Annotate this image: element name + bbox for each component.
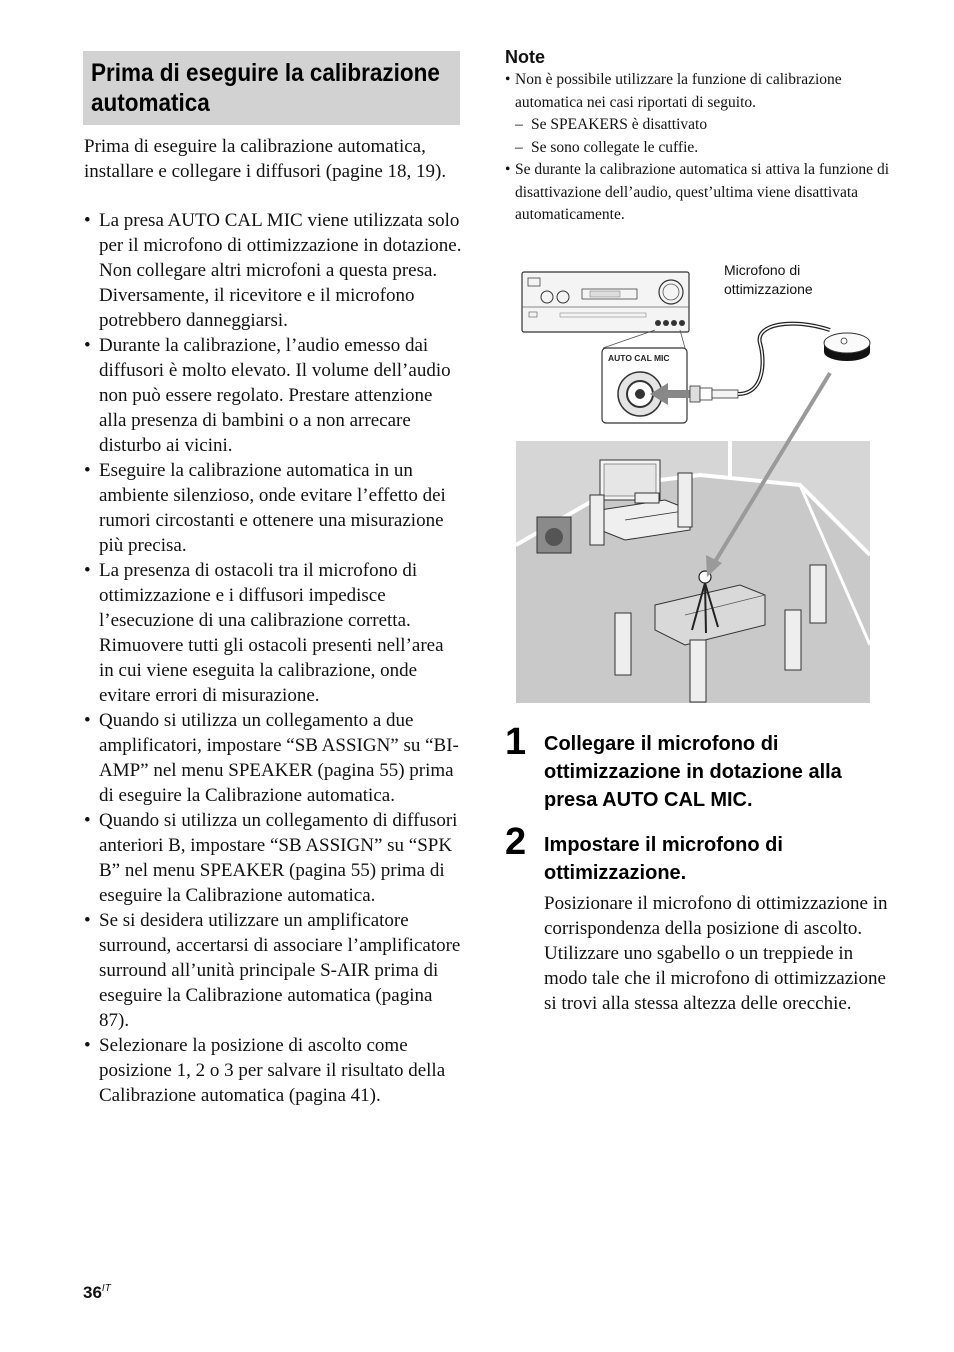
- step-title: Impostare il microfono di ottimizzazione.: [544, 834, 783, 884]
- step-number: 2: [505, 821, 527, 863]
- precautions-list: [84, 208, 462, 1108]
- section-title: Prima di eseguire la calibrazione automatica: [91, 59, 440, 117]
- auto-cal-mic-jack: [602, 348, 687, 423]
- list-item: • Durante la calibrazione, l’audio emesso dai diffusori è molto elevato. Il volume dell’audio non può essere regolato. Prestare attenzione alla presenza di bambini o a non arrecare disturbo ai vicini.: [84, 335, 451, 456]
- note-subitem: – Se sono collegate le cuffie.: [515, 138, 699, 156]
- intro-paragraph: Prima di eseguire la calibrazione automatica, installare e collegare i diffusori (pagine 18, 19).: [84, 136, 447, 182]
- microphone-label: Microfono di ottimizzazione: [724, 262, 813, 297]
- mic-cable: [738, 324, 830, 394]
- list-item: • Quando si utilizza un collegamento di diffusori anteriori B, impostare “SB ASSIGN” su “SPK B” nel menu SPEAKER (pagina 55) prima di eseguire la Calibrazione automatica.: [84, 810, 458, 906]
- list-item: • Eseguire la calibrazione automatica in un ambiente silenzioso, onde evitare l’effetto dei rumori circostanti e ottenere una misurazione più precisa.: [84, 460, 446, 556]
- note-item: • Se durante la calibrazione automatica si attiva la funzione di disattivazione dell’audio, quest’ultima viene disattivata automaticamente.: [505, 161, 889, 223]
- microphone-icon: [824, 333, 870, 361]
- calibration-setup-illustration: [500, 255, 890, 715]
- notes-title: Note: [505, 47, 545, 67]
- list-item: • Se si desidera utilizzare un amplificatore surround, accertarsi di associare l’amplificatore surround all’unità principale S-AIR prima di eseguire la Calibrazione automatica (pagina 87).: [84, 910, 461, 1031]
- jack-label: AUTO CAL MIC: [608, 353, 670, 363]
- list-item: • Quando si utilizza un collegamento a due amplificatori, impostare “SB ASSIGN” su “BI-AMP” nel menu SPEAKER (pagina 55) prima di eseguire la Calibrazione automatica.: [84, 710, 459, 806]
- section-header: [83, 51, 460, 125]
- notes-box: [505, 46, 895, 227]
- note-subitem: – Se SPEAKERS è disattivato: [515, 116, 708, 133]
- listening-room-illustration: [516, 441, 870, 703]
- step-body: Posizionare il microfono di ottimizzazione in corrispondenza della posizione di ascolto. Utilizzare uno sgabello o un treppiede in modo tale che il microfono di ottimizzazione si trovi alla stessa altezza delle orecchie.: [544, 893, 888, 1014]
- list-item: • La presa AUTO CAL MIC viene utilizzata solo per il microfono di ottimizzazione in dotazione. Non collegare altri microfoni a questa presa. Diversamente, il ricevitore e il microfono potrebbero danneggiarsi.: [84, 210, 462, 331]
- receiver-icon: [522, 272, 689, 332]
- list-item: • La presenza di ostacoli tra il microfono di ottimizzazione e i diffusori impedisce l’esecuzione di una calibrazione corretta. Rimuovere tutti gli ostacoli presenti nell’area in cui viene eseguita la calibrazione, onde evitare errori di misurazione.: [84, 560, 444, 706]
- step-number: 1: [505, 721, 527, 763]
- step-title: Collegare il microfono di ottimizzazione in dotazione alla presa AUTO CAL MIC.: [544, 733, 842, 811]
- list-item: • Selezionare la posizione di ascolto come posizione 1, 2 o 3 per salvare il risultato della Calibrazione automatica (pagina 41).: [84, 1035, 446, 1106]
- note-item: • Non è possibile utilizzare la funzione di calibrazione automatica nei casi riportati di seguito.: [505, 71, 842, 111]
- page-number: $36^{IT}$: [83, 1283, 111, 1302]
